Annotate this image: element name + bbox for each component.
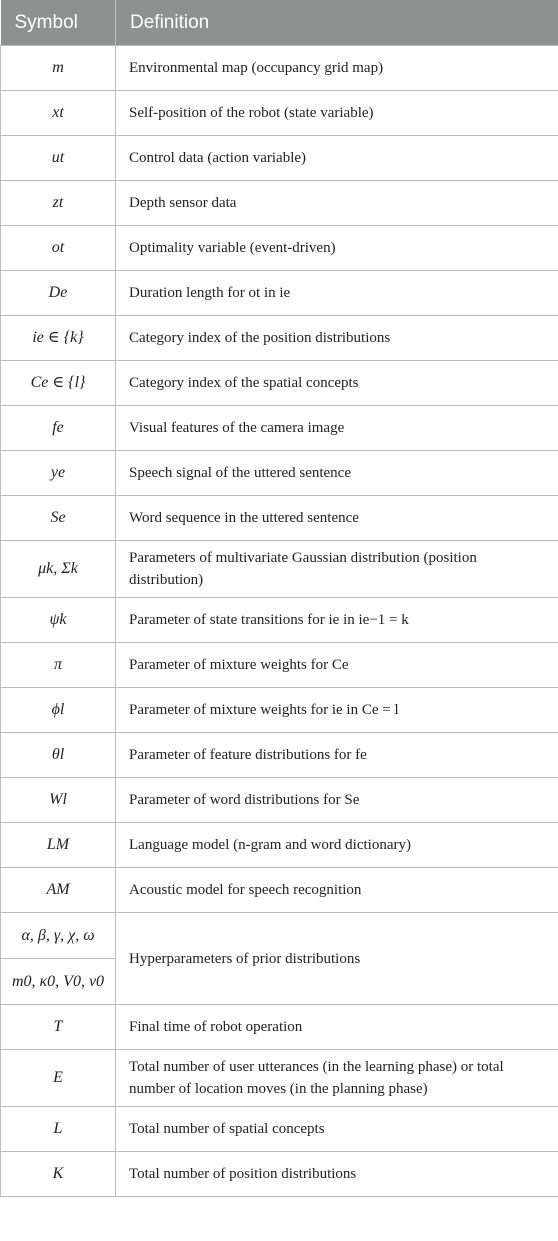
definition-cell: Acoustic model for speech recognition: [116, 868, 558, 913]
definition-cell: Environmental map (occupancy grid map): [116, 46, 558, 91]
table-row: [1, 271, 558, 316]
symbol-cell: LM: [1, 823, 116, 868]
symbol-cell: ϕl: [1, 688, 116, 733]
symbol-cell: Wl: [1, 778, 116, 823]
symbol-cell: ψk: [1, 598, 116, 643]
symbol-cell: xt: [1, 91, 116, 136]
symbol-cell: m: [1, 46, 116, 91]
symbol-cell: Se: [1, 496, 116, 541]
table-row: [1, 913, 558, 959]
definition-cell: Hyperparameters of prior distributions: [116, 913, 558, 1005]
table-row: [1, 361, 558, 406]
symbol-cell: α, β, γ, χ, ω: [1, 913, 116, 959]
table-row: [1, 1107, 558, 1152]
table-row: [1, 823, 558, 868]
table-row: [1, 643, 558, 688]
header-symbol: Symbol: [1, 0, 116, 46]
symbol-cell: E: [1, 1050, 116, 1107]
definition-cell: Parameter of mixture weights for Ce: [116, 643, 558, 688]
table-row: [1, 406, 558, 451]
symbol-cell: ie ∈ {k}: [1, 316, 116, 361]
table-row: [1, 136, 558, 181]
symbol-cell: μk, Σk: [1, 541, 116, 598]
table-row: [1, 46, 558, 91]
symbol-cell: ot: [1, 226, 116, 271]
definition-cell: Category index of the position distributions: [116, 316, 558, 361]
symbol-cell: ye: [1, 451, 116, 496]
table-row: [1, 733, 558, 778]
definition-cell: Final time of robot operation: [116, 1005, 558, 1050]
symbol-cell: Ce ∈ {l}: [1, 361, 116, 406]
header-row: [1, 0, 558, 46]
definition-cell: Category index of the spatial concepts: [116, 361, 558, 406]
definition-cell: Duration length for ot in ie: [116, 271, 558, 316]
table-row: [1, 598, 558, 643]
symbol-cell: m0, κ0, V0, ν0: [1, 959, 116, 1005]
symbol-cell: L: [1, 1107, 116, 1152]
definition-cell: Control data (action variable): [116, 136, 558, 181]
definition-cell: Word sequence in the uttered sentence: [116, 496, 558, 541]
definition-cell: Parameter of mixture weights for ie in Ce = l: [116, 688, 558, 733]
table-row: [1, 496, 558, 541]
symbol-cell: T: [1, 1005, 116, 1050]
symbol-cell: K: [1, 1152, 116, 1197]
table-row: [1, 1152, 558, 1197]
symbol-cell: ut: [1, 136, 116, 181]
definition-cell: Language model (n-gram and word dictionary): [116, 823, 558, 868]
table-row: [1, 316, 558, 361]
table-row: [1, 868, 558, 913]
definition-cell: Total number of spatial concepts: [116, 1107, 558, 1152]
definition-cell: Visual features of the camera image: [116, 406, 558, 451]
table-row: [1, 1005, 558, 1050]
definition-cell: Total number of user utterances (in the learning phase) or total number of location moves (in the planning phase): [116, 1050, 558, 1107]
definition-cell: Depth sensor data: [116, 181, 558, 226]
definition-cell: Parameter of word distributions for Se: [116, 778, 558, 823]
table-row: [1, 451, 558, 496]
symbol-cell: θl: [1, 733, 116, 778]
definition-cell: Optimality variable (event-driven): [116, 226, 558, 271]
definition-cell: Self-position of the robot (state variable): [116, 91, 558, 136]
symbol-cell: zt: [1, 181, 116, 226]
definition-cell: Parameters of multivariate Gaussian distribution (position distribution): [116, 541, 558, 598]
table-row: [1, 181, 558, 226]
table-row: [1, 541, 558, 598]
definition-cell: Parameter of feature distributions for fe: [116, 733, 558, 778]
table-row: [1, 688, 558, 733]
symbol-cell: π: [1, 643, 116, 688]
symbol-cell: fe: [1, 406, 116, 451]
definition-cell: Parameter of state transitions for ie in ie−1 = k: [116, 598, 558, 643]
table-row: [1, 226, 558, 271]
header-definition: Definition: [116, 0, 558, 46]
table-row: [1, 1050, 558, 1107]
definition-cell: Total number of position distributions: [116, 1152, 558, 1197]
symbol-cell: AM: [1, 868, 116, 913]
table-row: [1, 91, 558, 136]
table-row: [1, 778, 558, 823]
definition-cell: Speech signal of the uttered sentence: [116, 451, 558, 496]
symbol-cell: De: [1, 271, 116, 316]
